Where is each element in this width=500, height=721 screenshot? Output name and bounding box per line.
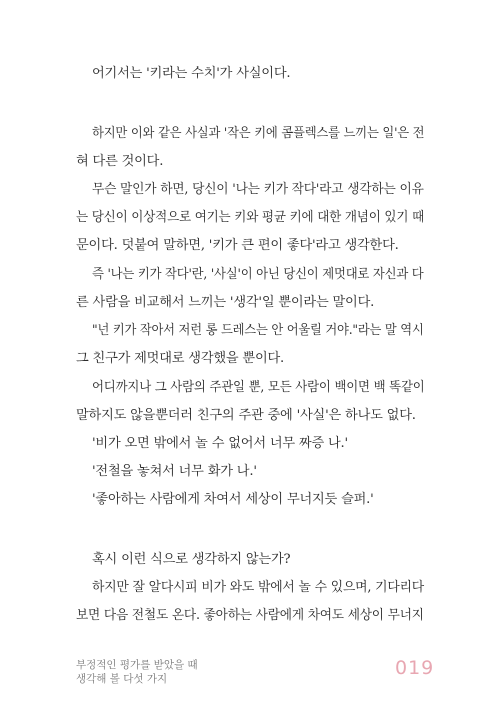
body-line-2: 하지만 이와 같은 사실과 '작은 키에 콤플렉스를 느끼는 일'은 전	[92, 126, 425, 141]
footer-book-title-line-1: 부정적인 평가를 받았을 때	[76, 659, 198, 671]
body-line-14: '전철을 놓쳐서 너무 화가 나.'	[92, 464, 257, 479]
body-line-7: 즉 '나는 키가 작다'란, '사실'이 아닌 당신이 제멋대로 자신과 다	[92, 267, 424, 282]
body-line-11: 어디까지나 그 사람의 주관일 뿐, 모든 사람이 백이면 백 똑같이	[92, 380, 425, 395]
body-line-8: 른 사람을 비교해서 느끼는 '생각'일 뿐이라는 말이다.	[76, 295, 375, 310]
page-number: 019	[395, 657, 435, 679]
body-line-17: 하지만 잘 알다시피 비가 와도 밖에서 놀 수 있으며, 기다리다	[92, 580, 424, 595]
body-line-9: "넌 키가 작아서 저런 롱 드레스는 안 어울릴 거야."라는 말 역시	[92, 323, 424, 338]
body-line-12: 말하지도 않을뿐더러 친구의 주관 중에 '사실'은 하나도 없다.	[76, 408, 416, 423]
footer-book-title-line-2: 생각해 볼 다섯 가지	[76, 673, 168, 685]
body-line-1: 어기서는 '키라는 수치'가 사실이다.	[92, 66, 291, 81]
body-line-10: 그 친구가 제멋대로 생각했을 뿐이다.	[76, 351, 285, 366]
body-line-5: 는 당신이 이상적으로 여기는 키와 평균 키에 대한 개념이 있기 때	[76, 210, 425, 225]
body-line-4: 무슨 말인가 하면, 당신이 '나는 키가 작다'라고 생각하는 이유	[92, 182, 424, 197]
body-line-18: 보면 다음 전철도 온다. 좋아하는 사람에게 차여도 세상이 무너지	[76, 608, 424, 623]
body-line-3: 혀 다른 것이다.	[76, 154, 164, 169]
body-line-16: 혹시 이런 식으로 생각하지 않는가?	[92, 552, 291, 567]
body-line-13: '비가 오면 밖에서 놀 수 없어서 너무 짜증 나.'	[92, 436, 348, 451]
body-line-6: 문이다. 덧붙여 말하면, '키가 큰 편이 좋다'라고 생각한다.	[76, 238, 399, 253]
body-line-15: '좋아하는 사람에게 차여서 세상이 무너지듯 슬퍼.'	[92, 492, 374, 507]
